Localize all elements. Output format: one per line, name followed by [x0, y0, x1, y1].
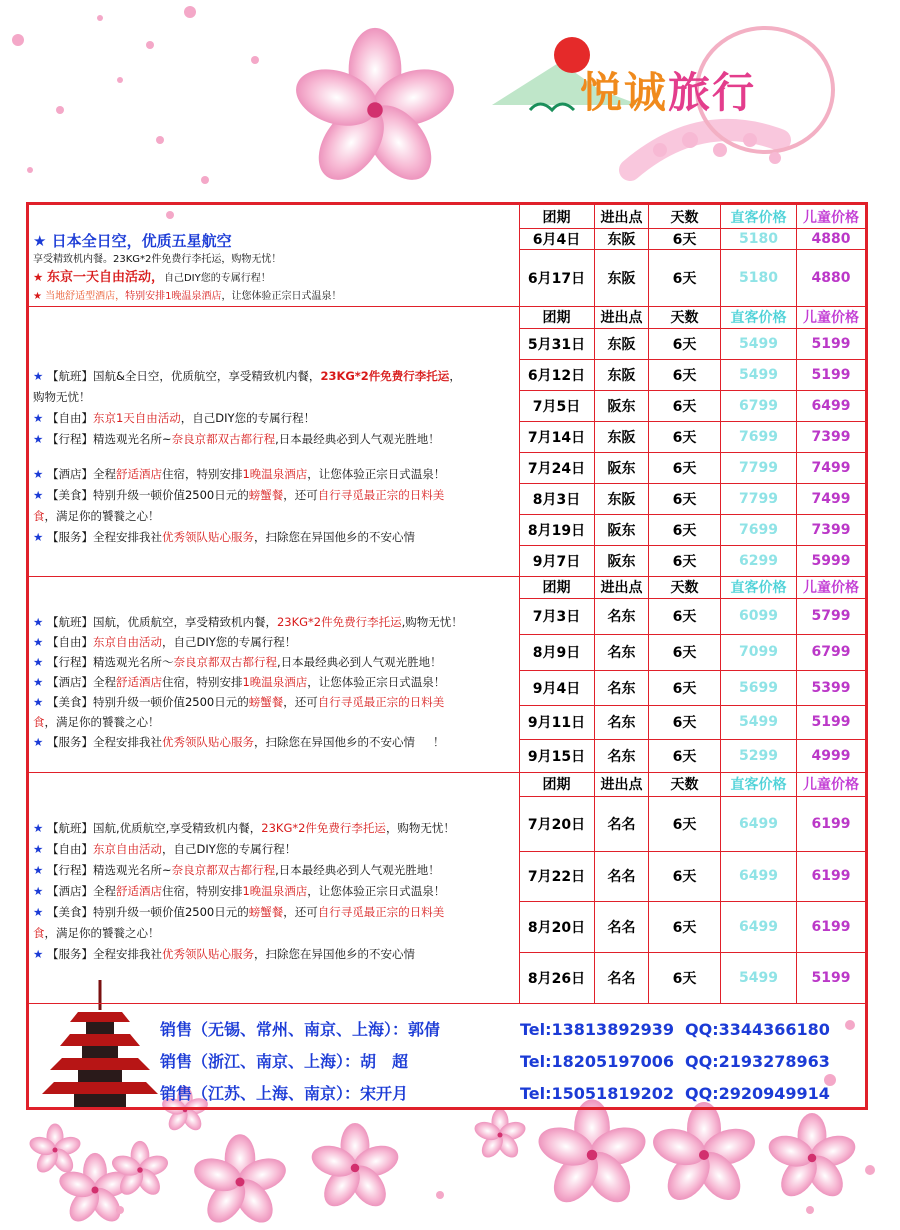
section-2	[29, 306, 865, 577]
cell-date: 6月4日	[519, 228, 595, 249]
header-adult-price: 直客价格	[721, 205, 797, 228]
itinerary-frame	[26, 202, 868, 1110]
header-port: 进出点	[595, 205, 649, 228]
cell-child: 5199	[811, 366, 851, 383]
cell-adult: 6099	[721, 598, 797, 634]
cell-child: 6199	[811, 868, 851, 884]
cell-adult: 6799	[721, 390, 797, 421]
cell-adult: 5499	[721, 952, 797, 1003]
table-row	[519, 851, 865, 902]
cell-adult: 5699	[721, 670, 797, 705]
cell-child: 5799	[811, 608, 851, 624]
table-header	[519, 306, 865, 329]
cell-days: 6天	[649, 796, 721, 851]
table-header	[519, 576, 865, 599]
description-line: ★ 【自由】东京自由活动，自己DIY您的专属行程！	[33, 842, 297, 856]
cell-date: 8月9日	[519, 634, 595, 670]
cell-days: 6天	[649, 634, 721, 670]
description-line: ★ 【酒店】全程舒适酒店住宿，特别安排1晚温泉酒店，让您体验正宗日式温泉！	[33, 884, 446, 898]
cell-child: 5199	[811, 335, 851, 352]
cell-pt: 进出点	[595, 576, 649, 598]
section-2-description	[29, 306, 520, 576]
cell-child: 6199	[811, 918, 851, 935]
cell-date: 5月31日	[519, 328, 595, 359]
cell-adult: 5180	[721, 249, 797, 306]
cell-adult: 7699	[721, 514, 797, 545]
cell-date: 7月5日	[519, 390, 595, 421]
table-row	[519, 421, 865, 453]
description-line: ★ 【酒店】全程舒适酒店住宿，特别安排1晚温泉酒店，让您体验正宗日式温泉！	[33, 675, 446, 689]
cell-pt: 名东	[595, 670, 649, 705]
description-line: 购物无忧！	[33, 390, 91, 404]
description-line: ★ 【航班】国航,优质航空,享受精致机内餐，23KG*2件免费行李托运，购物无忧！	[33, 821, 455, 835]
cell-pt: 名名	[595, 796, 649, 851]
table-row	[519, 634, 865, 671]
cell-days: 6天	[649, 359, 721, 390]
section-1-line: ★ 当地舒适型酒店，特别安排1晚温泉酒店，让您体验正宗日式温泉！	[33, 291, 342, 302]
description-line: ★ 【美食】特别升级一顿价值2500日元的螃蟹餐，还可自行寻觅最正宗的日料美	[33, 488, 445, 502]
sales-contacts	[160, 1014, 830, 1110]
section-1-line: ★ 东京一天自由活动，自己DIY您的专属行程！	[33, 270, 271, 285]
cell-days: 天数	[649, 772, 721, 796]
cell-days: 6天	[649, 249, 721, 306]
header-date: 团期	[519, 205, 595, 228]
brand-name-a: 悦诚	[580, 68, 669, 117]
cell-adult: 5499	[721, 359, 797, 390]
cell-days: 6天	[649, 598, 721, 634]
sales-contact: 销售（浙江、南京、上海）：胡 超 Tel:18205197006 QQ:2193278963	[160, 1052, 830, 1071]
cell-adult: 直客价格	[721, 576, 797, 598]
description-line: ★ 【航班】国航，优质航空，享受精致机内餐，23KG*2件免费行李托运,购物无忧！	[33, 615, 463, 629]
cell-date: 8月3日	[519, 483, 595, 514]
table-row	[519, 249, 865, 306]
cell-child: 6199	[811, 815, 851, 832]
cell-pt: 名名	[595, 851, 649, 901]
description-line: ★ 【服务】全程安排我社优秀领队贴心服务，扫除您在异国他乡的不安心情	[33, 530, 415, 544]
cell-date: 团期	[519, 306, 595, 328]
cell-date: 6月12日	[519, 359, 595, 390]
sales-contact: 销售（无锡、常州、南京、上海）：郭倩 Tel:13813892939 QQ:3344366180	[160, 1020, 830, 1039]
cell-child: 4880	[811, 230, 851, 247]
table-row	[519, 452, 865, 484]
description-line: 食，满足你的饕餮之心！	[33, 715, 160, 729]
cell-pt: 东阪	[595, 359, 649, 390]
cell-child: 儿童价格	[803, 777, 859, 793]
cell-adult: 6499	[721, 796, 797, 851]
cell-date: 9月15日	[519, 739, 595, 772]
description-line: ★ 【航班】国航&全日空，优质航空，享受精致机内餐，23KG*2件免费行李托运，	[33, 369, 461, 383]
cell-date: 8月26日	[519, 952, 595, 1003]
cell-child: 7399	[811, 521, 851, 538]
description-line: ★ 【美食】特别升级一顿价值2500日元的螃蟹餐，还可自行寻觅最正宗的日料美	[33, 695, 445, 709]
cell-child: 5199	[811, 714, 851, 730]
cell-child: 7399	[811, 428, 851, 445]
cell-date: 7月14日	[519, 421, 595, 452]
section-1-title: ★ 日本全日空，优质五星航空	[33, 232, 232, 250]
description-line: ★ 【酒店】全程舒适酒店住宿，特别安排1晚温泉酒店，让您体验正宗日式温泉！	[33, 467, 446, 481]
table-header	[519, 205, 865, 229]
section-3	[29, 576, 865, 773]
table-row	[519, 739, 865, 772]
cell-days: 6天	[649, 328, 721, 359]
cell-days: 天数	[649, 576, 721, 598]
cell-child: 儿童价格	[803, 310, 859, 326]
big-blossom-icon	[289, 28, 462, 192]
cell-pt: 名名	[595, 952, 649, 1003]
cell-adult: 5180	[721, 228, 797, 249]
section-4-description	[29, 772, 520, 1003]
cell-days: 6天	[649, 705, 721, 739]
sales-contact: 销售（江苏、上海、南京）：宋开月 Tel:15051819202 QQ:2920949914	[160, 1084, 830, 1103]
cell-days: 6天	[649, 851, 721, 901]
cell-adult: 直客价格	[721, 772, 797, 796]
table-row	[519, 359, 865, 391]
cell-date: 9月11日	[519, 705, 595, 739]
table-row	[519, 670, 865, 706]
description-line: ★ 【服务】全程安排我社优秀领队贴心服务，扫除您在异国他乡的不安心情	[33, 947, 415, 961]
cell-child: 5199	[811, 969, 851, 986]
description-line: ★ 【服务】全程安排我社优秀领队贴心服务，扫除您在异国他乡的不安心情 ！	[33, 735, 445, 749]
table-row	[519, 483, 865, 515]
cell-days: 6天	[649, 952, 721, 1003]
cell-date: 8月20日	[519, 901, 595, 952]
section-1-description	[29, 205, 520, 306]
cell-pt: 阪东	[595, 514, 649, 545]
brand-name-b: 旅行	[668, 68, 757, 117]
cell-days: 6天	[649, 483, 721, 514]
cell-days: 6天	[649, 452, 721, 483]
cell-pt: 东阪	[595, 328, 649, 359]
table-row	[519, 390, 865, 422]
cell-pt: 名东	[595, 705, 649, 739]
cell-child: 7499	[811, 459, 851, 476]
cell-adult: 7799	[721, 452, 797, 483]
description-line: ★ 【行程】精选观光名所～奈良京都双古都行程,日本最经典必到人气观光胜地！	[33, 655, 442, 669]
cell-pt: 阪东	[595, 390, 649, 421]
header-child-price: 儿童价格	[803, 209, 859, 226]
cell-adult: 7699	[721, 421, 797, 452]
cell-date: 9月7日	[519, 545, 595, 576]
cell-adult: 5499	[721, 705, 797, 739]
cell-days: 6天	[649, 228, 721, 249]
cell-adult: 5299	[721, 739, 797, 772]
cell-days: 6天	[649, 739, 721, 772]
description-line: ★ 【自由】东京1天自由活动，自己DIY您的专属行程！	[33, 411, 316, 425]
cell-child: 4999	[811, 747, 851, 764]
description-line: 食，满足你的饕餮之心！	[33, 509, 160, 523]
table-row	[519, 545, 865, 576]
section-4	[29, 772, 865, 1004]
cell-pt: 进出点	[595, 306, 649, 328]
cell-adult: 5499	[721, 328, 797, 359]
table-row	[519, 952, 865, 1003]
cell-adult: 7799	[721, 483, 797, 514]
cell-days: 6天	[649, 421, 721, 452]
cell-days: 6天	[649, 901, 721, 952]
cell-days: 6天	[649, 670, 721, 705]
cell-pt: 名名	[595, 901, 649, 952]
description-line: ★ 【行程】精选观光名所~奈良京都双古都行程,日本最经典必到人气观光胜地！	[33, 863, 440, 877]
cell-date: 8月19日	[519, 514, 595, 545]
cell-days: 6天	[649, 514, 721, 545]
cell-pt: 东阪	[595, 249, 649, 306]
cell-date: 团期	[519, 576, 595, 598]
table-row	[519, 228, 865, 250]
cell-pt: 名东	[595, 634, 649, 670]
table-header	[519, 772, 865, 797]
cell-pt: 阪东	[595, 452, 649, 483]
cell-pt: 进出点	[595, 772, 649, 796]
cell-date: 6月17日	[519, 249, 595, 306]
description-line: ★ 【行程】精选观光名所~奈良京都双古都行程,日本最经典必到人气观光胜地！	[33, 432, 440, 446]
description-line: 食，满足你的饕餮之心！	[33, 926, 160, 940]
cell-adult: 6299	[721, 545, 797, 576]
cell-days: 6天	[649, 545, 721, 576]
cell-pt: 名东	[595, 739, 649, 772]
cell-pt: 东阪	[595, 228, 649, 249]
section-1-line: 享受精致机内餐。23KG*2件免费行李托运，购物无忧！	[33, 254, 282, 265]
description-line: ★ 【自由】东京自由活动，自己DIY您的专属行程！	[33, 635, 297, 649]
cell-pt: 阪东	[595, 545, 649, 576]
cell-pt: 东阪	[595, 483, 649, 514]
cell-child: 5999	[811, 552, 851, 569]
cell-pt: 东阪	[595, 421, 649, 452]
cell-date: 7月3日	[519, 598, 595, 634]
description-line: ★ 【美食】特别升级一顿价值2500日元的螃蟹餐，还可自行寻觅最正宗的日料美	[33, 905, 445, 919]
table-row	[519, 901, 865, 953]
cell-days: 6天	[649, 390, 721, 421]
table-row	[519, 598, 865, 635]
cell-child: 6799	[811, 644, 851, 660]
cell-date: 7月20日	[519, 796, 595, 851]
cell-date: 9月4日	[519, 670, 595, 705]
cell-adult: 6499	[721, 901, 797, 952]
cell-date: 7月22日	[519, 851, 595, 901]
cell-child: 5399	[811, 679, 851, 696]
cell-date: 团期	[519, 772, 595, 796]
header-days: 天数	[649, 205, 721, 228]
cell-date: 7月24日	[519, 452, 595, 483]
brand-logo	[580, 60, 756, 120]
table-row	[519, 328, 865, 360]
cell-adult: 7099	[721, 634, 797, 670]
cell-child: 7499	[811, 490, 851, 507]
cell-adult: 直客价格	[721, 306, 797, 328]
cell-child: 6499	[811, 397, 851, 414]
table-row	[519, 514, 865, 546]
table-row	[519, 796, 865, 852]
section-1	[29, 205, 865, 307]
cell-days: 天数	[649, 306, 721, 328]
cell-child: 4880	[811, 269, 851, 286]
cell-pt: 名东	[595, 598, 649, 634]
section-3-description	[29, 576, 520, 772]
cell-child: 儿童价格	[803, 580, 859, 596]
cell-adult: 6499	[721, 851, 797, 901]
table-row	[519, 705, 865, 740]
